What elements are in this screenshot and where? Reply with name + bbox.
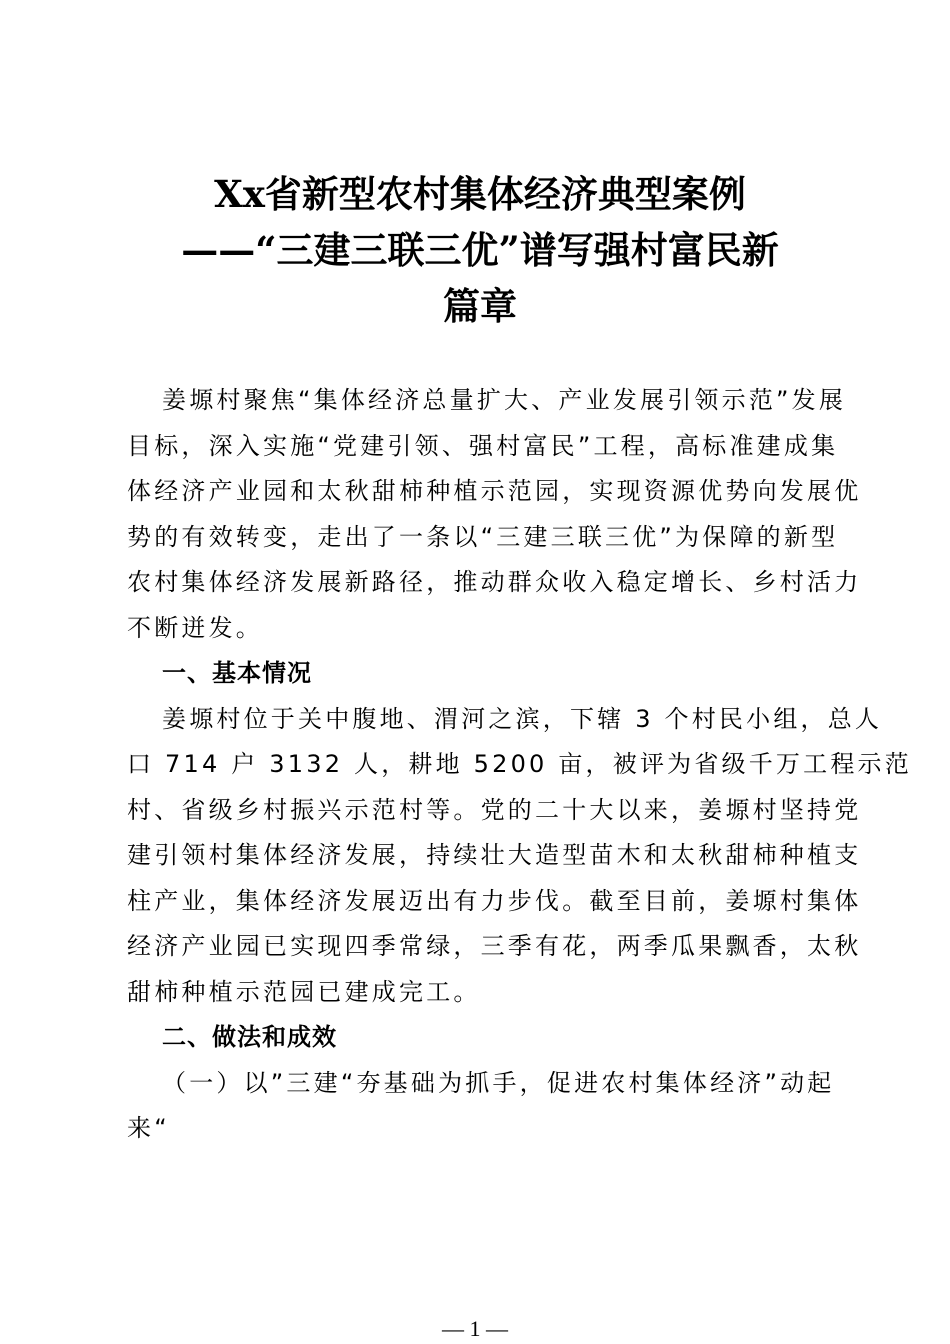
paragraph-line: 目标，深入实施“党建引领、强村富民”工程，高标准建成集 <box>127 431 839 460</box>
paragraph-line: 经济产业园已实现四季常绿，三季有花，两季瓜果飘香，太秋 <box>127 932 862 960</box>
paragraph-line: 不断迸发。 <box>127 613 263 642</box>
paragraph-line: 姜塬村聚焦“集体经济总量扩大、产业发展引领示范”发展 <box>162 386 847 414</box>
paragraph-line: 甜柿种植示范园已建成完工。 <box>127 977 481 1006</box>
paragraph-line: 来“ <box>127 1114 170 1142</box>
intro-paragraph <box>127 378 862 651</box>
title-line-3: 篇章 <box>443 284 517 328</box>
section-heading-basic-info: 一、基本情况 <box>162 659 312 687</box>
paragraph-line: 农村集体经济发展新路径，推动群众收入稳定增长、乡村活力 <box>127 568 862 596</box>
title-line-1: Xx省新型农村集体经济典型案例 <box>214 172 746 216</box>
title-line-2: ——“三建三联三优”谱写强村富民新 <box>181 228 779 272</box>
page-number: — 1 — <box>442 1316 508 1341</box>
paragraph-line: 姜塬村位于关中腹地、渭河之滨，下辖 3 个村民小组，总人 <box>162 704 883 733</box>
paragraph-line: 建引领村集体经济发展，持续壮大造型苗木和太秋甜柿种植支 <box>127 841 862 869</box>
paragraph-line: 柱产业，集体经济发展迈出有力步伐。截至目前，姜塬村集体 <box>127 886 862 915</box>
document-title <box>120 166 840 334</box>
paragraph-line: 体经济产业园和太秋甜柿种植示范园，实现资源优势向发展优 <box>127 477 862 505</box>
section-heading-practices: 二、做法和成效 <box>162 1023 337 1051</box>
document-body <box>127 378 912 1152</box>
paragraph-line: 口 714 户 3132 人，耕地 5200 亩，被评为省级千万工程示范 <box>127 750 912 778</box>
paragraph-line: （一）以”三建“夯基础为抓手，促进农村集体经济”动起 <box>162 1068 835 1097</box>
paragraph-line: 村、省级乡村振兴示范村等。党的二十大以来，姜塬村坚持党 <box>127 795 862 824</box>
paragraph-line: 势的有效转变，走出了一条以“三建三联三优”为保障的新型 <box>127 522 839 551</box>
practices-paragraph <box>127 1061 835 1152</box>
basic-info-paragraph <box>127 697 912 1016</box>
